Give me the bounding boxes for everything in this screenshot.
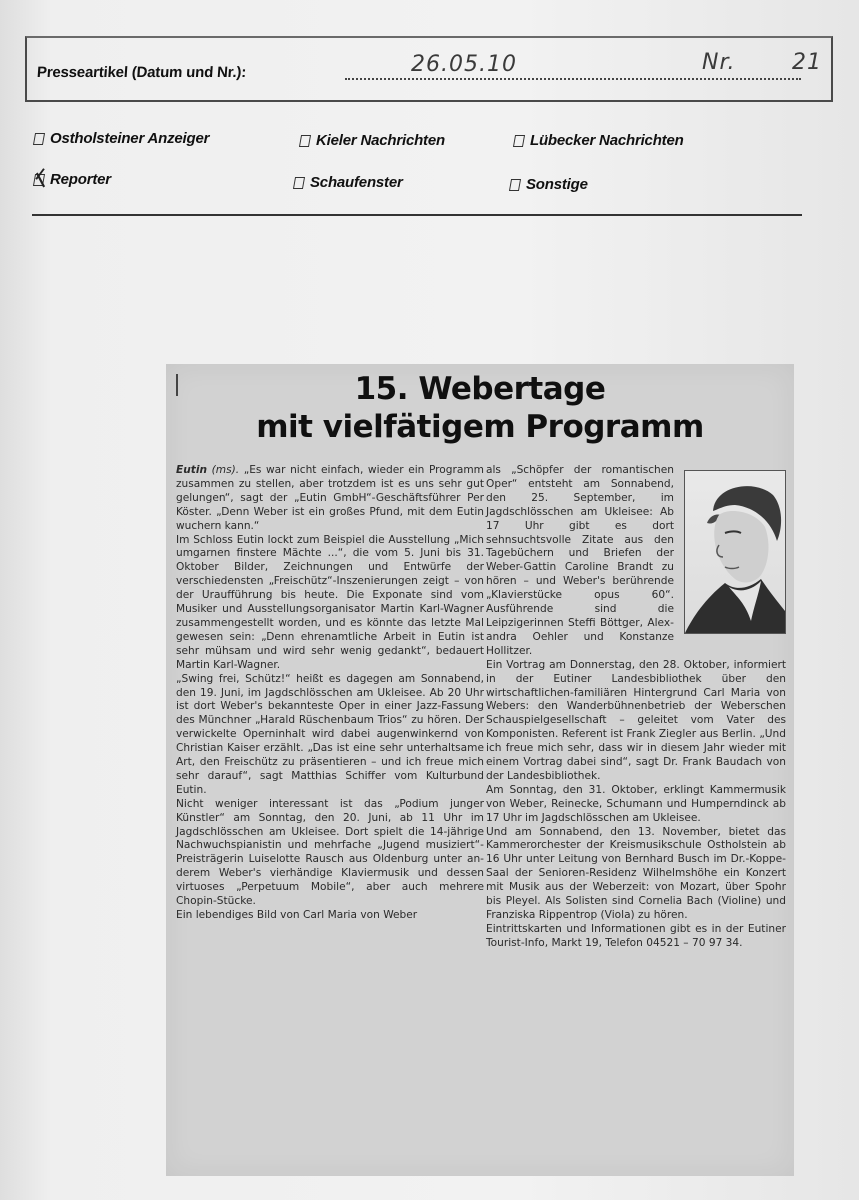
checkbox-icon[interactable] <box>509 179 521 191</box>
checkbox-icon[interactable] <box>513 135 525 147</box>
article-paragraph: Und am Sonnabend, den 13. November, bietet das Kammerorchester der Kreismusikschule Ostholstein ab 16 Uhr unter Leitung von Bernhard Busch im Dr.-Koppe-Saal der Senioren-Residenz Wilhelmshöhe ein Konzert mit Musik aus der Weberzeit: von Mozart, über Spohr bis Pleyel. Als Solisten sind Cornelia Bach (Violine) und Franziska Rippentrop (Viola) zu hören. <box>486 825 786 921</box>
weber-portrait-image <box>684 470 786 634</box>
source-kieler-nachrichten[interactable]: Kieler Nachrichten <box>300 132 445 149</box>
portrait-icon <box>685 471 785 633</box>
article-paragraph: Im Schloss Eutin lockt zum Beispiel die Ausstellung „Mich umgarnen finstere Mächte ...“, die vom 5. Juni bis 31. Oktober Bilder, Zeichnungen und Entwürfe der verschiedensten „Freischütz“-Inszenierungen zeigt – von der Uraufführung bis heute. Die Exponate sind vom Musiker und Ausstellungsorganisator Martin Karl-Wagner zusammengestellt worden, und es könnte das letzte Mal gewesen sein: „Denn ehrenamtliche Arbeit in Eutin ist sehr mühsam und wird sehr wenig gedankt“, bedauert Martin Karl-Wagner. <box>176 533 484 671</box>
handwritten-nr-prefix: Nr. <box>702 50 736 75</box>
form-label: Presseartikel (Datum und Nr.): <box>36 64 247 81</box>
press-article-form <box>25 36 833 102</box>
source-schaufenster[interactable]: Schaufenster <box>294 174 403 191</box>
dateline: Eutin <box>176 464 208 476</box>
article-column-right <box>486 464 786 951</box>
source-reporter[interactable]: Reporter <box>34 171 111 188</box>
newspaper-clipping <box>166 364 794 1176</box>
article-paragraph: Eutin (ms). „Es war nicht einfach, wieder ein Programm zusammen zu stellen, aber trotzdem ist es uns sehr gut gelungen“, sagt der „Eutin GmbH“-Geschäftsführer Per Köster. „Denn Weber ist ein großes Pfund, mit dem Eutin wuchern kann.“ <box>176 464 484 532</box>
article-paragraph: als „Schöpfer der romantischen Oper“ entsteht am Sonnabend, den 25. September, im Jagdschlösschen am Ukleisee: Ab 17 Uhr gibt es dort sehnsuchtsvolle Zitate aus den Tagebüchern und Briefen der Weber-Gattin Caroline Brandt zu hören – und Weber's berührende „Klavierstücke opus 60“. Ausführende sind die Leipzigerinnen Steffi Böttger, Alexandra Oehler und Konstanze Hollitzer. <box>486 464 674 657</box>
source-sonstige[interactable]: Sonstige <box>510 176 588 193</box>
checkbox-icon[interactable] <box>33 133 45 145</box>
article-paragraph: Ein Vortrag am Donnerstag, den 28. Oktober, informiert in der Eutiner Landesbibliothek über den wirtschaftlichen-familiären Hintergrund Carl Maria von Webers: den Wanderbühnenbetrieb der Weberschen Schauspielgesellschaft – geleitet vom Vater des Komponisten. Referent ist Frank Ziegler aus Berlin. „Und ich freue mich sehr, dass wir in diesem Jahr wieder mit einem Vortrag dabei sind“, sagt Dr. Frank Baudach von der Landesbibliothek. <box>486 658 786 782</box>
article-column-left <box>176 464 484 923</box>
handwritten-nr-value[interactable]: 21 <box>792 50 822 75</box>
source-luebecker-nachrichten[interactable]: Lübecker Nachrichten <box>514 132 684 149</box>
checkbox-icon[interactable] <box>299 135 311 147</box>
checkbox-icon[interactable] <box>293 177 305 189</box>
divider-line <box>32 214 802 216</box>
article-headline: 15. Webertage mit vielfätigem Programm <box>256 371 704 445</box>
author-initials: (ms). <box>211 464 240 476</box>
handwritten-date[interactable]: 26.05.10 <box>411 52 517 77</box>
article-paragraph: Nicht weniger interessant ist das „Podium junger Künstler“ am Sonntag, den 20. Juni, ab 11 Uhr im Jagdschlösschen am Ukleisee. Dort spielt die 14-jährige Nachwuchspianistin und mehrfache „Jugend musiziert“-Preisträgerin Luiselotte Rausch aus Oldenburg unter anderem Weber's vierhändige Klaviermusik und dessen virtuoses „Perpetuum Mobile“, aber auch mehrere Chopin-Stücke. <box>176 797 484 908</box>
article-paragraph: „Swing frei, Schütz!“ heißt es dagegen am Sonnabend, den 19. Juni, im Jagdschlösschen am Ukleisee. Ab 20 Uhr ist dort Weber's bekannteste Oper in einer Jazz-Fassung des Münchner „Harald Rüschenbaum Trios“ zu hören. Der verwickelte Operninhalt wird dabei augenwinkernd von Christian Kaiser erzählt. „Das ist eine sehr unterhaltsame Art, den Freischütz zu präsentieren – und ich freue mich sehr darauf“, sagt Matthias Schiffer vom Kulturbund Eutin. <box>176 672 484 796</box>
article-paragraph: Ein lebendiges Bild von Carl Maria von Weber <box>176 909 418 921</box>
checkbox-checked-icon[interactable] <box>33 174 45 186</box>
form-dotted-line <box>345 78 801 80</box>
article-paragraph: Eintrittskarten und Informationen gibt es in der Eutiner Tourist-Info, Markt 19, Telefon 04521 – 70 97 34. <box>486 922 786 949</box>
source-ostholsteiner-anzeiger[interactable]: Ostholsteiner Anzeiger <box>34 130 209 147</box>
article-paragraph: Am Sonntag, den 31. Oktober, erklingt Kammermusik von Weber, Reinecke, Schumann und Humperndinck ab 17 Uhr im Jagdschlösschen am Ukleisee. <box>486 783 786 824</box>
